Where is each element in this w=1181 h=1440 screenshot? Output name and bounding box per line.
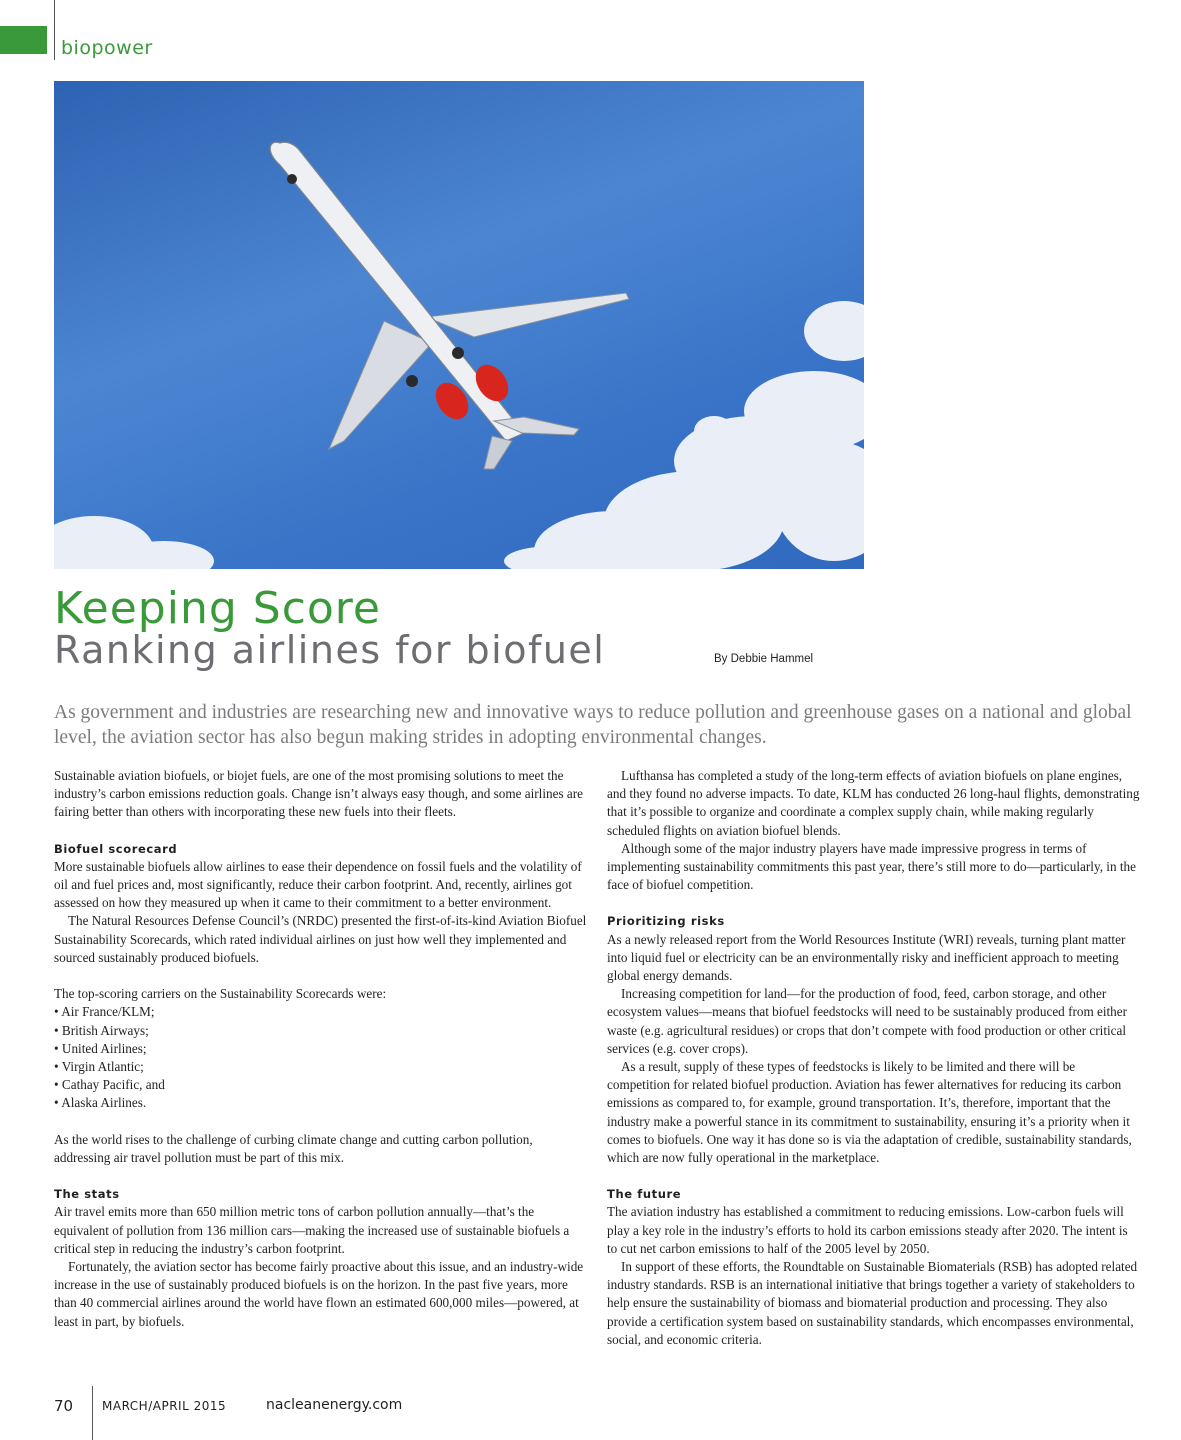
section-heading: Prioritizing risks	[607, 914, 725, 929]
list-item: • British Airways;	[54, 1022, 588, 1040]
list-item: • Alaska Airlines.	[54, 1094, 588, 1112]
paragraph: Increasing competition for land—for the production of food, feed, carbon storage, and other ecosystem values—means that biofuel feedstocks will need to be sustainably produced from either waste (e.g. agricultural residues) or crops that don’t compete with food production or other critical services (e.g. cover crops).	[607, 986, 1128, 1056]
paragraph: The aviation industry has established a commitment to reducing emissions. Low-carbon fuels will play a key role in the industry’s efforts to hold its carbon emissions steady after 2020. The intent is to cut net carbon emissions to half of the 2005 level by 2050.	[607, 1204, 1128, 1256]
list-item: • Cathay Pacific, and	[54, 1076, 588, 1094]
list-item: • Air France/KLM;	[54, 1003, 588, 1021]
right-column	[607, 767, 1141, 1349]
clouds	[54, 301, 864, 569]
left-column	[54, 767, 588, 1331]
article-byline: By Debbie Hammel	[714, 653, 814, 665]
section-tab-block	[0, 26, 47, 54]
hero-photo	[54, 81, 864, 569]
footer-divider	[92, 1386, 93, 1440]
article-subtitle: Ranking airlines for biofuel	[54, 628, 606, 672]
section-heading: The future	[607, 1187, 682, 1202]
paragraph: As the world rises to the challenge of curbing climate change and cutting carbon pollution, addressing air travel pollution must be part of this mix.	[54, 1131, 533, 1166]
article-title: Keeping Score	[54, 583, 381, 634]
paragraph: Fortunately, the aviation sector has become fairly proactive about this issue, and an industry-wide increase in the use of sustainably produced biofuels is on the horizon. In the past five years, more than 40 commercial airlines around the world have flown an estimated 600,000 miles—powered, at least in part, by biofuels.	[54, 1259, 584, 1329]
paragraph: In support of these efforts, the Roundtable on Sustainable Biomaterials (RSB) has adopted related industry standards. RSB is an international initiative that brings together a variety of stakeholders to help ensure the sustainability of biomass and biomaterial production and processing. They also provide a certification system based on sustainability standards, which encompasses environmental, social, and economic criteria.	[607, 1259, 1138, 1347]
page-number: 70	[54, 1397, 74, 1415]
section-heading: Biofuel scorecard	[54, 841, 178, 856]
article-deck: As government and industries are researching new and innovative ways to reduce pollution and greenhouse gases on a national and global level, the aviation sector has also begun making strides in adopting environmental changes.	[54, 702, 1132, 748]
carrier-list	[54, 1003, 588, 1112]
paragraph: As a newly released report from the World Resources Institute (WRI) reveals, turning plant matter into liquid fuel or electricity can be an environmentally risky and inefficient approach to meeting global energy demands.	[607, 931, 1126, 984]
header-divider	[54, 0, 55, 60]
section-label: biopower	[61, 37, 153, 59]
paragraph: More sustainable biofuels allow airlines to ease their dependence on fossil fuels and the volatility of oil and fuel prices and, most significantly, reduce their carbon footprint. And, recently, airlines got assessed on how they measured up when it came to their commitment to a better environment.	[54, 858, 582, 911]
issue-date: MARCH/APRIL 2015	[102, 1399, 227, 1413]
list-item: • United Airlines;	[54, 1040, 588, 1058]
paragraph: Although some of the major industry players have made impressive progress in terms of implementing sustainability commitments this past year, there’s still more to do—particularly, in the face of biofuel competition.	[607, 840, 1136, 893]
website-link[interactable]: nacleanenergy.com	[266, 1397, 403, 1413]
paragraph: Air travel emits more than 650 million metric tons of carbon pollution annually—that’s the equivalent of pollution from 136 million cars—making the increased use of sustainable biofuels a critical step in reducing the industry’s carbon footprint.	[54, 1204, 570, 1256]
paragraph: Lufthansa has completed a study of the long-term effects of aviation biofuels on plane engines, and they found no adverse impacts. To date, KLM has conducted 26 long-haul flights, demonstrating that it’s possible to organize and coordinate a complex supply chain, while making regularly scheduled flights on aviation biofuel blends.	[607, 768, 1140, 838]
paragraph: The Natural Resources Defense Council’s (NRDC) presented the first-of-its-kind Aviation Biofuel Sustainability Scorecards, which rated individual airlines on just how well they implemented and sourced sustainably produced biofuels.	[54, 913, 587, 965]
airplane-photo-illustration	[54, 81, 864, 569]
paragraph: Sustainable aviation biofuels, or biojet fuels, are one of the most promising solutions to meet the industry’s carbon emissions reduction goals. Change isn’t always easy though, and some airlines are fairing better than others with incorporating these new fuels into their fleets.	[54, 768, 583, 820]
list-item: • Virgin Atlantic;	[54, 1058, 588, 1076]
paragraph: As a result, supply of these types of feedstocks is likely to be limited and there will be competition for related biofuel production. Aviation has fewer alternatives for reducing its carbon emissions as compared to, for example, ground transportation. It’s, therefore, important that the industry make a powerful stance in its commitment to sustainability, ensuring it’s a priority when it comes to biofuels. One way it has done so is via the adaptation of credible, sustainability standards, which are now fully operational in the marketplace.	[607, 1059, 1132, 1166]
section-heading: The stats	[54, 1187, 120, 1202]
paragraph: The top-scoring carriers on the Sustainability Scorecards were:	[54, 986, 387, 1002]
airplane	[270, 142, 629, 469]
